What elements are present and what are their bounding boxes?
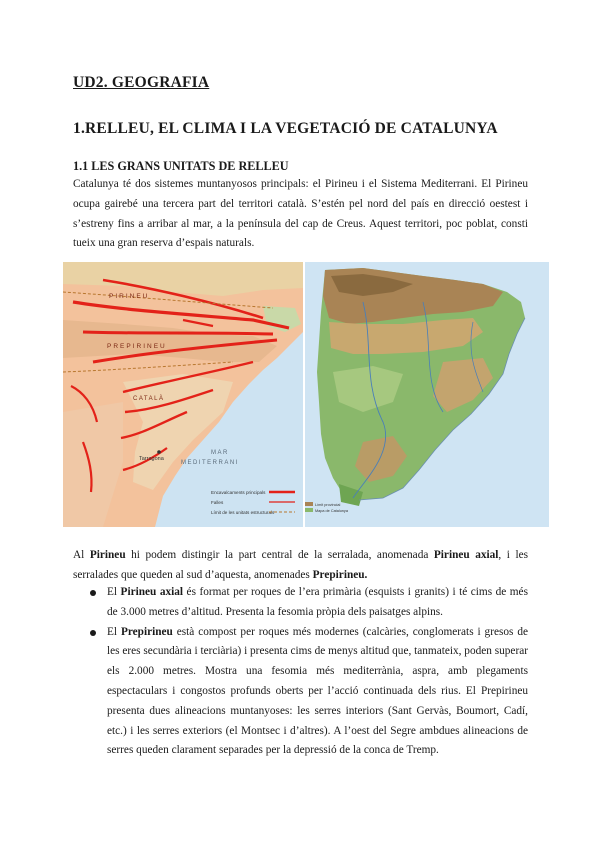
intro-paragraph: Catalunya té dos sistemes muntanyosos principals: el Pirineu i el Sistema Mediterrani. El Pirineu ocupa gairebé una tercera part del territori català. S’estén pel nord del país en direcció oestest i s’estreny fins a arribar al mar, a la península del cap de Creus. Aquest territori, poc poblat, consti tueix una gran reserva d’espais naturals. [73, 178, 528, 250]
term-pirineu-axial: Pirineu axial [120, 586, 184, 598]
term-pirineu: Pirineu [89, 549, 126, 561]
chapter-title: 1.RELLEU, EL CLIMA I LA VEGETACIÓ DE CATALUNYA [73, 120, 498, 137]
bullet-list [73, 583, 528, 761]
text-run: és format per roques de l’era primària (esquists i granits) i té cims de més de 3.000 metres d’altitud. Presenta la fesomia pròpia dels paisatges alpins. [107, 586, 528, 618]
text-run: hi podem distingir la part central de la serralada, anomenada [125, 549, 434, 561]
legend-label: Encavalcaments principals [211, 490, 266, 495]
text-run: Al [73, 549, 90, 561]
unit-label: PREPIRINEU [107, 343, 167, 350]
term-prepirineu: Prepirineu. [312, 568, 368, 581]
pirineu-paragraph [73, 546, 528, 586]
section-title: 1.1 LES GRANS UNITATS DE RELLEU [73, 159, 289, 173]
unit-label: PIRINEU [109, 293, 150, 300]
legend-swatch [305, 508, 313, 512]
fault-line [83, 332, 273, 334]
text-run: El [107, 625, 121, 638]
structural-map [63, 262, 303, 527]
unit-label: CATALÀ [133, 396, 165, 402]
legend-swatch [305, 502, 313, 506]
legend-label: Límit provincial [315, 503, 341, 507]
legend-label: Mapa de Catalunya [315, 509, 348, 513]
legend-label: Falles [211, 500, 224, 505]
term-prepirineu: Prepirineu [120, 625, 173, 638]
city-label: Tarragona [139, 456, 164, 462]
sea-label: MAR [211, 450, 229, 456]
text-run: , i les serralades que queden al sud d’aquesta, anomenades [73, 549, 528, 581]
text-run: El [107, 586, 121, 598]
legend-label: Límit de les unitats estructurals [211, 510, 275, 515]
sea-label: MEDITERRANI [181, 460, 239, 466]
city-marker [157, 450, 161, 454]
list-item [73, 583, 528, 623]
text-run: està compost per roques més modernes (calcàries, conglomerats i gresos de les eres secundària i terciària) i presenta cims de menys altitud que, tanmateix, poden superar els 2.000 metres. Mostra una fesomia més mediterrània, aspra, amb plegaments espectaculars i congostos profunds oberts per l’acció continuada dels rius. El Prepirineu presenta dues alineacions muntanyoses: les serres interiors (Sant Gervàs, Boumort, Cadí, etc.) i les serres exteriors (el Montsec i d’altres). A l’oest del Segre ambdues alineacions de serres queden clarament separades per la depressió de la conca de Tremp. [107, 625, 528, 757]
list-item [73, 623, 528, 762]
bullet-icon [90, 630, 96, 636]
relief-map [305, 262, 549, 527]
relief-maps-figure [63, 262, 549, 527]
term-pirineu-axial: Pirineu axial [433, 549, 499, 561]
document-title: UD2. GEOGRAFIA [73, 74, 210, 91]
bullet-icon [90, 590, 96, 596]
